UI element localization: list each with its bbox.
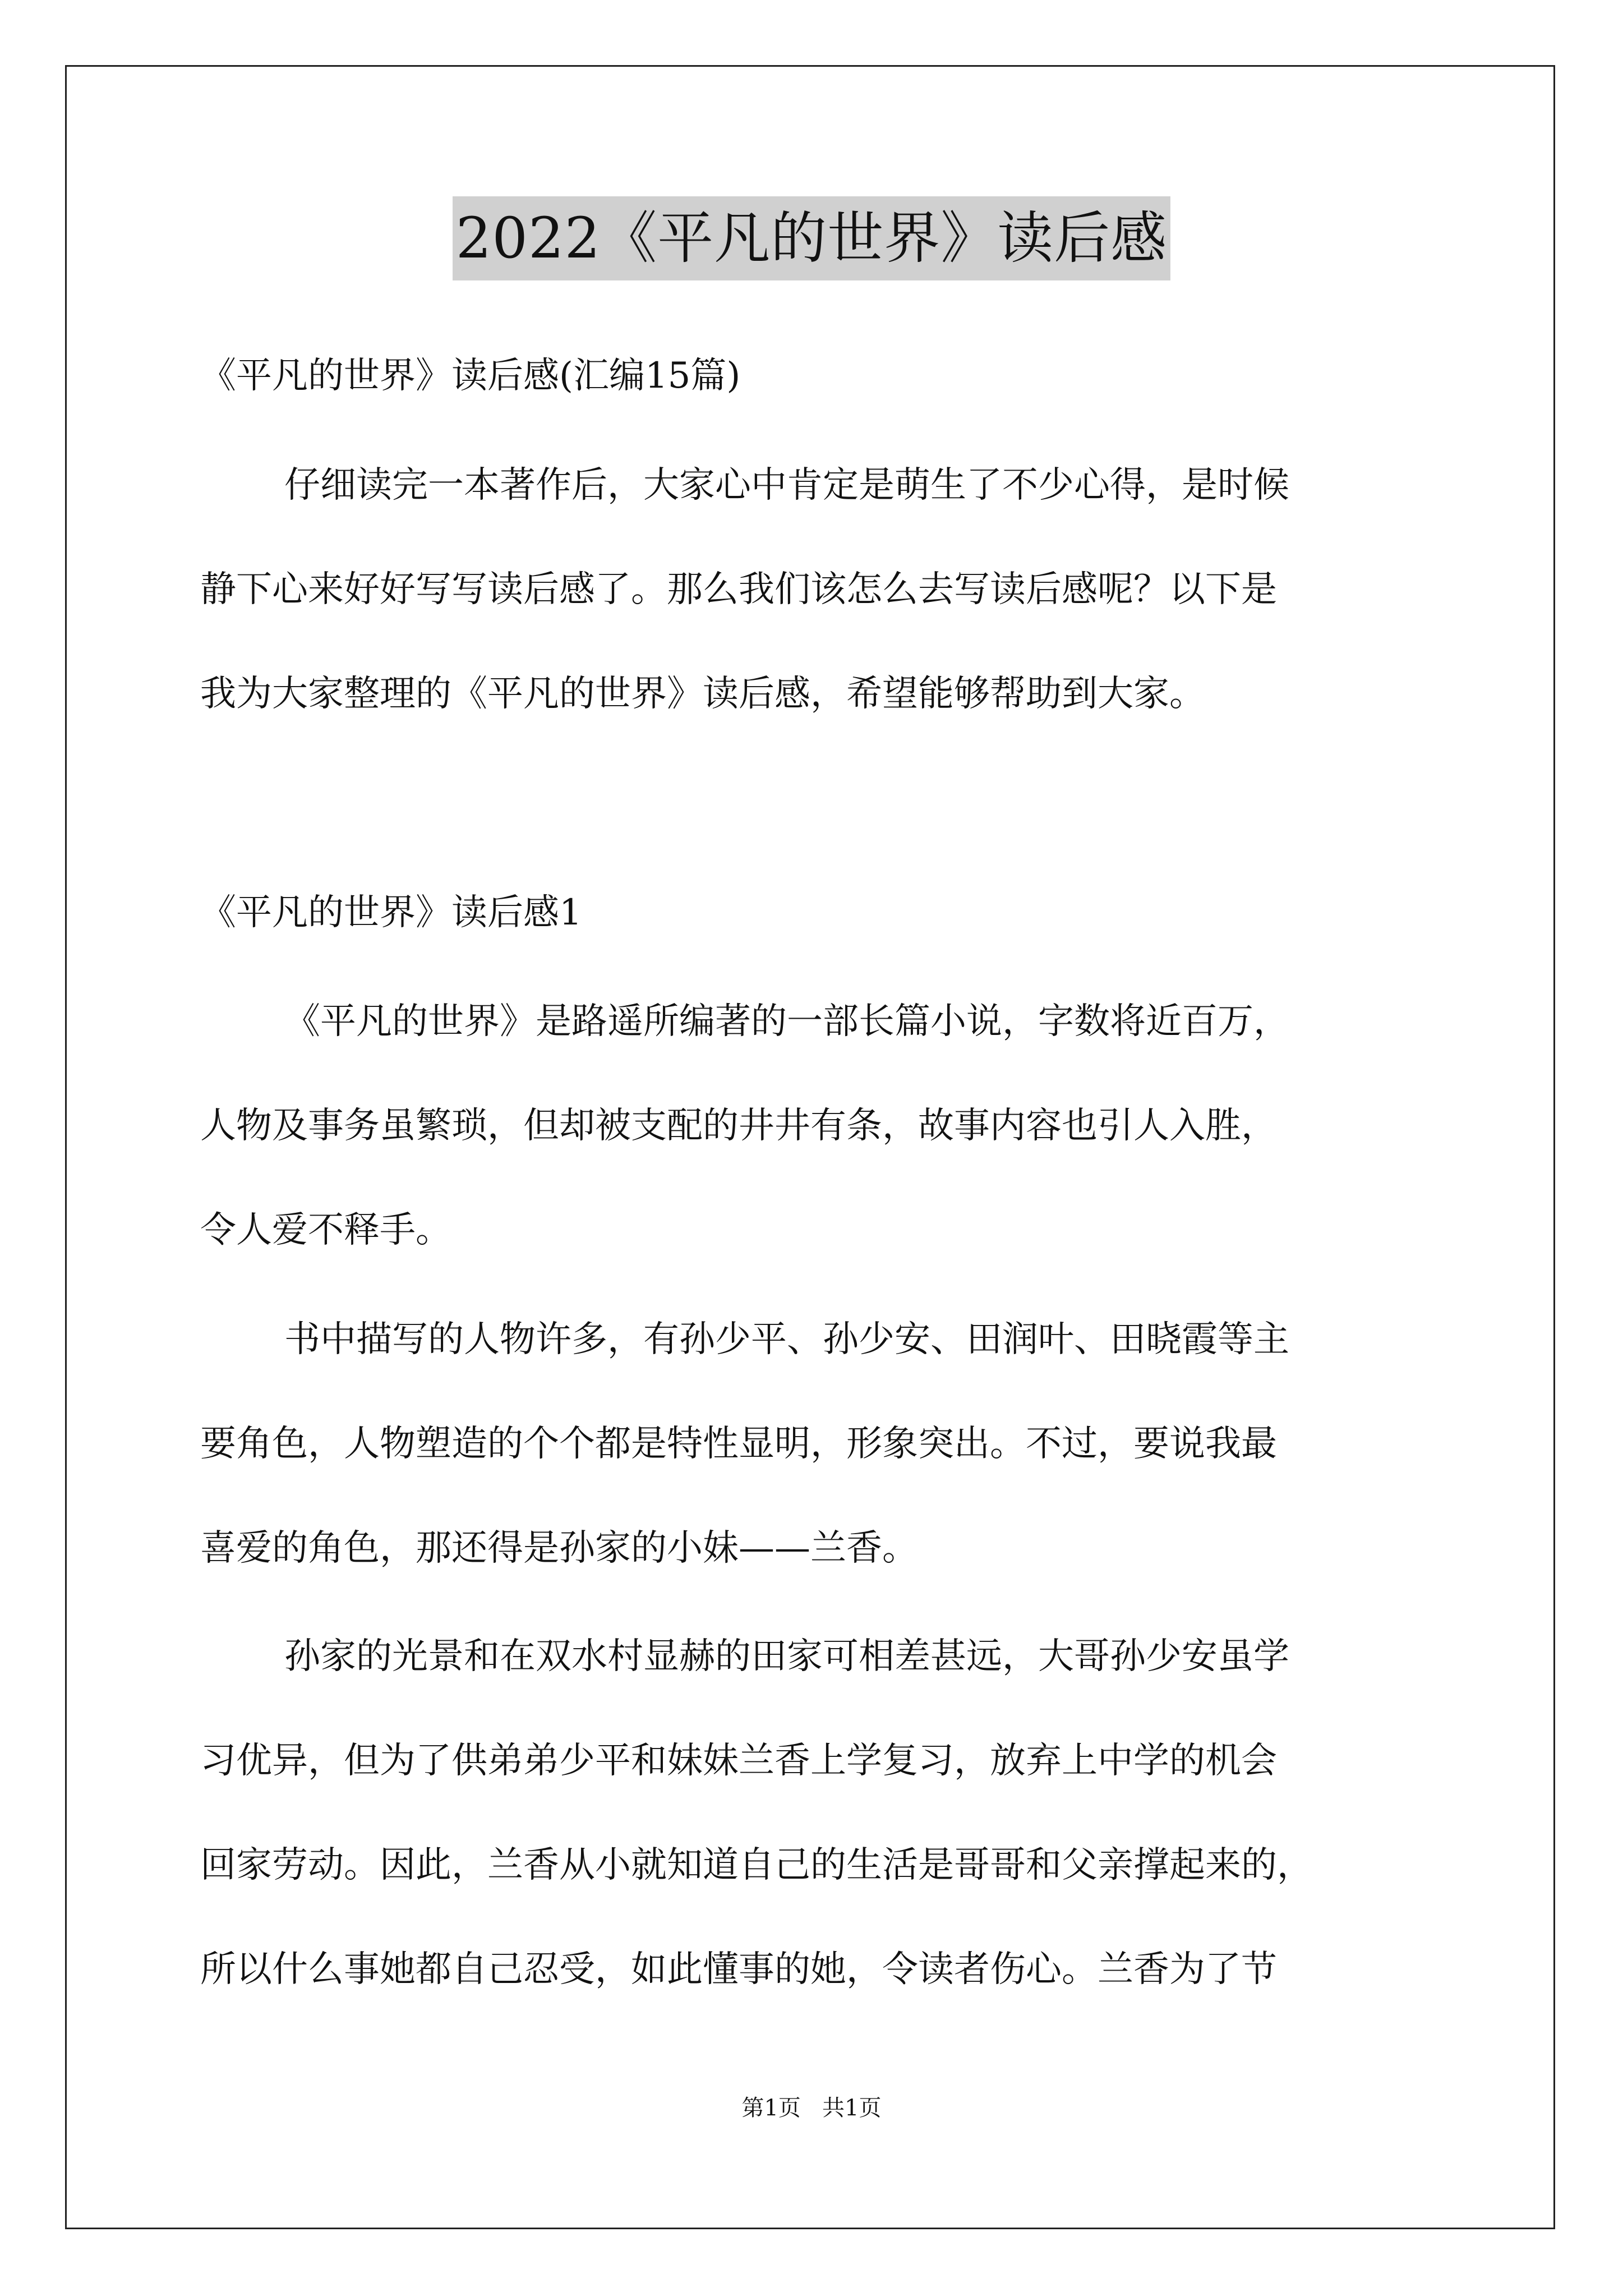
intro-line-2: 静下心来好好写写读后感了。那么我们该怎么去写读后感呢？以下是 (200, 569, 1277, 610)
document-subtitle: 《平凡的世界》读后感(汇编15篇) (200, 355, 741, 397)
paragraph3-line-3: 回家劳动。因此，兰香从小就知道自己的生活是哥哥和父亲撑起来的， (200, 1844, 1313, 1886)
document-title: 2022《平凡的世界》读后感 (453, 196, 1171, 280)
paragraph1-line-3: 令人爱不释手。 (200, 1209, 451, 1251)
paragraph3-line-1: 孙家的光景和在双水村显赫的田家可相差甚远，大哥孙少安虽学 (284, 1636, 1289, 1677)
paragraph2-line-1: 书中描写的人物许多，有孙少平、孙少安、田润叶、田晓霞等主 (284, 1319, 1289, 1360)
paragraph3-line-2: 习优异，但为了供弟弟少平和妹妹兰香上学复习，放弃上中学的机会 (200, 1740, 1277, 1782)
paragraph3-line-4: 所以什么事她都自己忍受，如此懂事的她，令读者伤心。兰香为了节 (200, 1949, 1277, 1990)
paragraph1-line-2: 人物及事务虽繁琐，但却被支配的井井有条，故事内容也引人入胜， (200, 1105, 1277, 1147)
intro-line-3: 我为大家整理的《平凡的世界》读后感，希望能够帮助到大家。 (200, 673, 1205, 715)
paragraph2-line-2: 要角色，人物塑造的个个都是特性显明，形象突出。不过，要说我最 (200, 1423, 1277, 1465)
paragraph1-line-1: 《平凡的世界》是路遥所编著的一部长篇小说，字数将近百万， (284, 1001, 1289, 1042)
page-footer: 第1页 共1页 (741, 2095, 882, 2121)
section-heading: 《平凡的世界》读后感1 (200, 892, 582, 933)
paragraph2-line-3: 喜爱的角色，那还得是孙家的小妹——兰香。 (200, 1527, 918, 1569)
title-container (0, 196, 1623, 280)
intro-line-1: 仔细读完一本著作后，大家心中肯定是萌生了不少心得，是时候 (284, 464, 1289, 506)
